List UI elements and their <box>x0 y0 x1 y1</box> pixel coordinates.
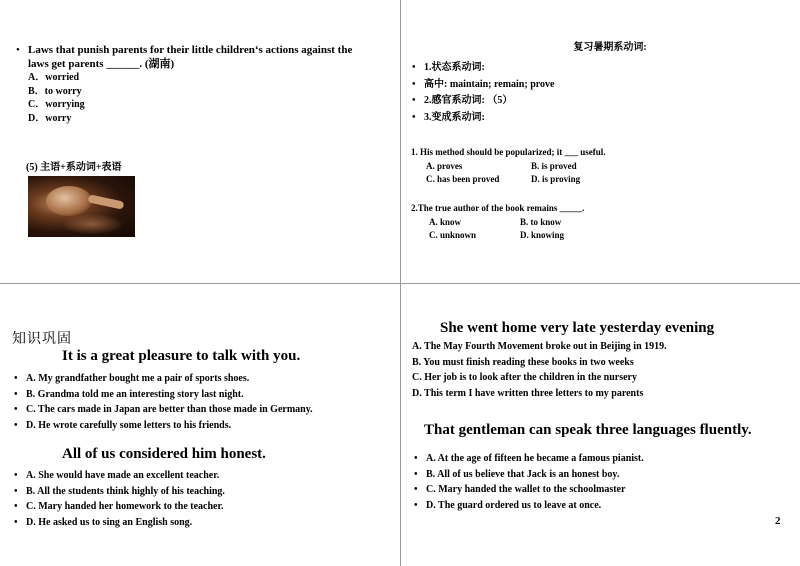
option-d: D．worry <box>28 112 72 124</box>
choice-item: • B. All of us believe that Jack is an honest boy. <box>412 467 792 483</box>
slide-bottom-right <box>412 320 792 401</box>
option-b: B．to worry <box>28 85 82 97</box>
slide-title: 复习暑期系动词: <box>573 42 647 53</box>
choice-item: • A. My grandfather bought me a pair of sports shoes. <box>12 371 392 387</box>
example-sentence-2: That gentleman can speak three languages fluently. <box>424 422 752 438</box>
option: C. unknown <box>429 230 477 240</box>
choice-item: • C. The cars made in Japan are better than those made in Germany. <box>12 402 392 418</box>
question-text: Laws that punish parents for their little children‘s actions against the laws get parents ______. (湖南) <box>28 44 353 70</box>
option: C. has been proved <box>426 174 500 184</box>
choice-list-2 <box>12 468 392 530</box>
bullet: • <box>16 44 20 56</box>
slide-top-left <box>14 44 394 125</box>
choice-item: D. This term I have written three letters to my parents <box>412 387 644 399</box>
slide-label: 知识巩固 <box>12 331 72 347</box>
choice-list-1 <box>12 371 392 433</box>
choice-item: • C. Mary handed her homework to the teacher. <box>12 499 392 515</box>
bullet-item: • 2.感官系动词: （5） <box>410 93 790 110</box>
example-sentence-1: She went home very late yesterday evening <box>440 320 715 336</box>
grammar-label: (5) 主语+系动词+表语 <box>26 162 122 173</box>
example-sentence-2: All of us considered him honest. <box>62 446 266 462</box>
choice-item: A. The May Fourth Movement broke out in Beijing in 1919. <box>412 341 667 352</box>
painting-reflection <box>62 214 122 234</box>
slide-top-right <box>410 38 790 126</box>
painting-figure <box>46 186 92 216</box>
option-a: A．worried <box>28 72 80 83</box>
slide-bottom-left-part-2 <box>12 446 392 530</box>
choice-item: • C. Mary handed the wallet to the schoolmaster <box>412 482 792 498</box>
choice-item: • B. Grandma told me an interesting story last night. <box>12 387 392 403</box>
option: D. knowing <box>520 230 565 240</box>
painting-image <box>28 176 135 237</box>
bullet-item: • 高中: maintain; remain; prove <box>410 77 790 94</box>
choice-item: • D. He wrote carefully some letters to his friends. <box>12 418 392 434</box>
example-sentence-1: It is a great pleasure to talk with you. <box>62 348 301 364</box>
choice-item: • D. He asked us to sing an English song. <box>12 515 392 531</box>
question-2-text: 2.The true author of the book remains _____. <box>411 203 585 213</box>
choice-item: • D. The guard ordered us to leave at once. <box>412 498 792 514</box>
horizontal-divider <box>0 283 800 284</box>
question-block <box>14 44 394 71</box>
option: D. is proving <box>531 174 581 184</box>
choice-item: • A. At the age of fifteen he became a famous pianist. <box>412 451 792 467</box>
option: B. to know <box>520 217 562 227</box>
page-number: 2 <box>775 515 781 527</box>
slide-bottom-right-part-2 <box>412 422 792 513</box>
question-2 <box>411 202 791 240</box>
question-1-text: 1. His method should be popularized; it ___ useful. <box>411 147 606 157</box>
bullet-item: • 3.变成系动词: <box>410 110 790 127</box>
painting-arm <box>88 194 125 209</box>
bullet-item: • 1.状态系动词: <box>410 60 790 77</box>
choice-item: B. You must finish reading these books in two weeks <box>412 356 634 368</box>
linking-verb-list <box>410 60 790 126</box>
option-c: C．worrying <box>28 99 85 110</box>
answer-options <box>14 71 394 125</box>
option: A. know <box>429 217 462 227</box>
option: B. is proved <box>531 161 577 171</box>
question-1-options-row-1 <box>411 161 791 171</box>
choice-item: C. Her job is to look after the children in the nursery <box>412 372 637 383</box>
choice-item: • A. She would have made an excellent teacher. <box>12 468 392 484</box>
choice-item: • B. All the students think highly of his teaching. <box>12 484 392 500</box>
choice-list-2 <box>412 451 792 513</box>
question-2-options-row-2 <box>411 230 791 240</box>
choice-list-1 <box>412 339 792 401</box>
question-2-options-row-1 <box>411 217 791 227</box>
option: A. proves <box>426 161 463 171</box>
question-1 <box>411 146 791 184</box>
question-1-options-row-2 <box>411 174 791 184</box>
slide-bottom-left <box>12 348 392 433</box>
